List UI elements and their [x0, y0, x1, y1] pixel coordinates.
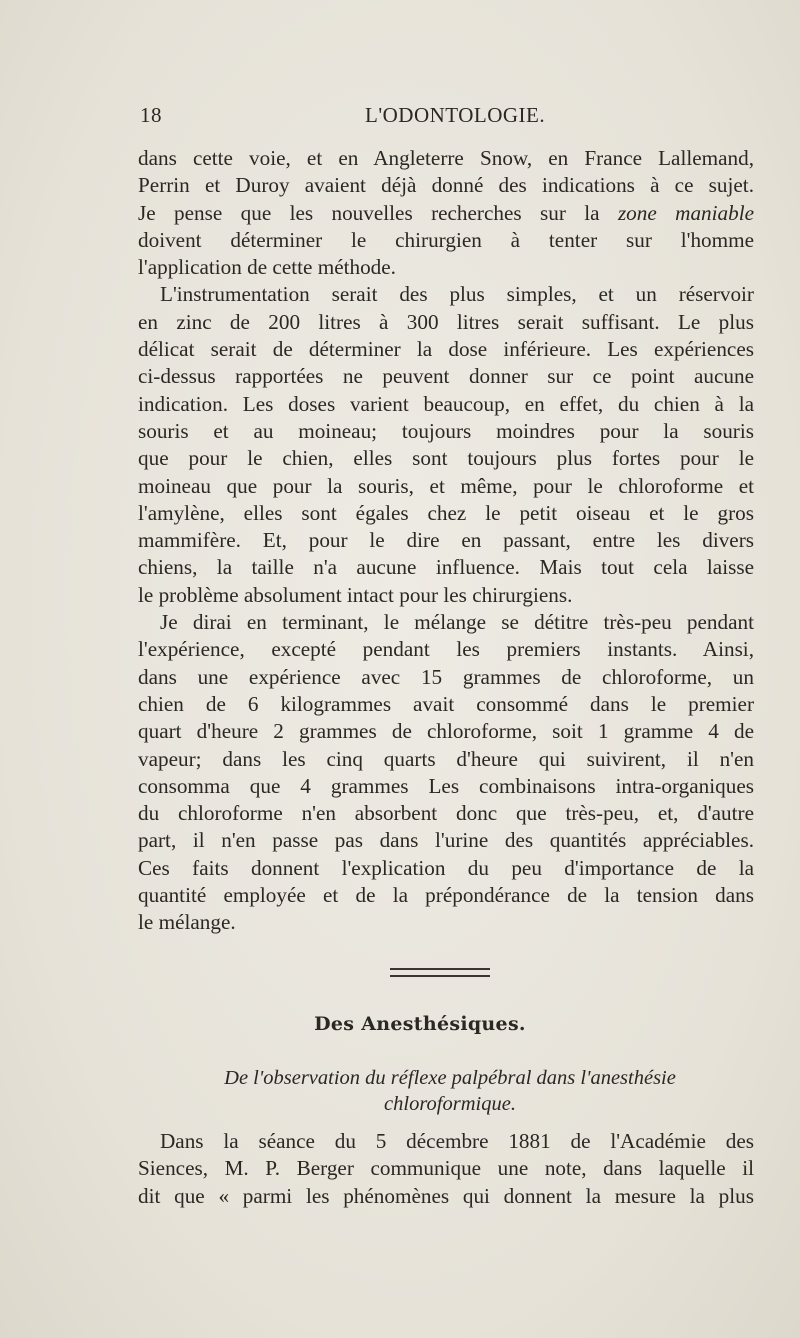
subtitle-line: chloroformique. [384, 1093, 516, 1115]
text-line: Perrin et Duroy avaient déjà donné des indications à ce sujet. [138, 173, 754, 198]
page-header [140, 103, 755, 133]
text-line: doivent déterminer le chirurgien à tenter sur l'homme [138, 227, 754, 252]
text-line: dans cette voie, et en Angleterre Snow, en France Lallemand, [138, 146, 754, 170]
page-number: 18 [140, 103, 162, 127]
text-line: indication. Les doses varient beaucoup, en effet, du chien à la [138, 391, 754, 416]
text-line: l'expérience, excepté pendant les premiers instants. Ainsi, [138, 637, 754, 662]
text-line: le problème absolument intact pour les chirurgiens. [138, 582, 573, 607]
text-line: Ces faits donnent l'explication du peu d'importance de la [138, 855, 754, 880]
text-line: chiens, la taille n'a aucune influence. Mais tout cela laisse [138, 555, 754, 580]
text-line: dans une expérience avec 15 grammes de chloroforme, un [138, 664, 754, 689]
emphasis-zone-maniable: zone maniable [617, 200, 754, 225]
text-line: Dans la séance du 5 décembre 1881 de l'Académie des [160, 1129, 754, 1153]
text-line: ci-dessus rapportées ne peuvent donner sur ce point aucune [138, 364, 754, 389]
text-line: consomma que 4 grammes Les combinaisons intra-organiques [138, 773, 754, 798]
text-line: L'instrumentation serait des plus simples, et un réservoir [160, 282, 754, 307]
section-divider-rule [390, 968, 490, 977]
main-text [138, 145, 754, 937]
text-line: le mélange. [138, 910, 236, 935]
text-line: quantité employée et de la prépondérance de la tension dans [138, 883, 754, 908]
paragraph-3 [138, 609, 754, 937]
text-line: que pour le chien, elles sont toujours plus fortes pour le [138, 446, 754, 471]
text-line: l'application de cette méthode. [138, 255, 396, 280]
section-title: Des Anesthésiques. [314, 1013, 526, 1035]
text-line: chien de 6 kilogrammes avait consommé dans le premier [138, 691, 754, 716]
text-line: Je dirai en terminant, le mélange se détitre très-peu pendant [160, 610, 754, 635]
text-line: délicat serait de déterminer la dose inférieure. Les expériences [138, 337, 754, 362]
text-line: part, il n'en passe pas dans l'urine des quantités appréciables. [138, 828, 754, 853]
text-line: du chloroforme n'en absorbent donc que très-peu, et, d'autre [138, 801, 754, 826]
subtitle-line: De l'observation du réflexe palpébral dans l'anesthésie [224, 1067, 676, 1089]
text-line: en zinc de 200 litres à 300 litres serait suffisant. Le plus [138, 309, 754, 334]
text-line: souris et au moineau; toujours moindres pour la souris [138, 418, 754, 443]
text-line: Je pense que les nouvelles recherches sur la zone maniable [138, 200, 754, 225]
text-line: quart d'heure 2 grammes de chloroforme, soit 1 gramme 4 de [138, 719, 754, 744]
text-line: l'amylène, elles sont égales chez le petit oiseau et le gros [138, 500, 754, 525]
running-head: L'ODONTOLOGIE. [365, 103, 546, 127]
closing-text [138, 1128, 754, 1210]
section-subtitle [170, 1065, 730, 1117]
paragraph-1 [138, 145, 754, 281]
text-line: vapeur; dans les cinq quarts d'heure qui suivirent, il n'en [138, 746, 754, 771]
text-line: moineau que pour la souris, et même, pour le chloroforme et [138, 473, 754, 498]
text-line: mammifère. Et, pour le dire en passant, entre les divers [138, 528, 754, 553]
text-line: dit que « parmi les phénomènes qui donnent la mesure la plus [138, 1183, 754, 1208]
text-line: Siences, M. P. Berger communique une note, dans laquelle il [138, 1156, 754, 1181]
paragraph-2 [138, 281, 754, 609]
